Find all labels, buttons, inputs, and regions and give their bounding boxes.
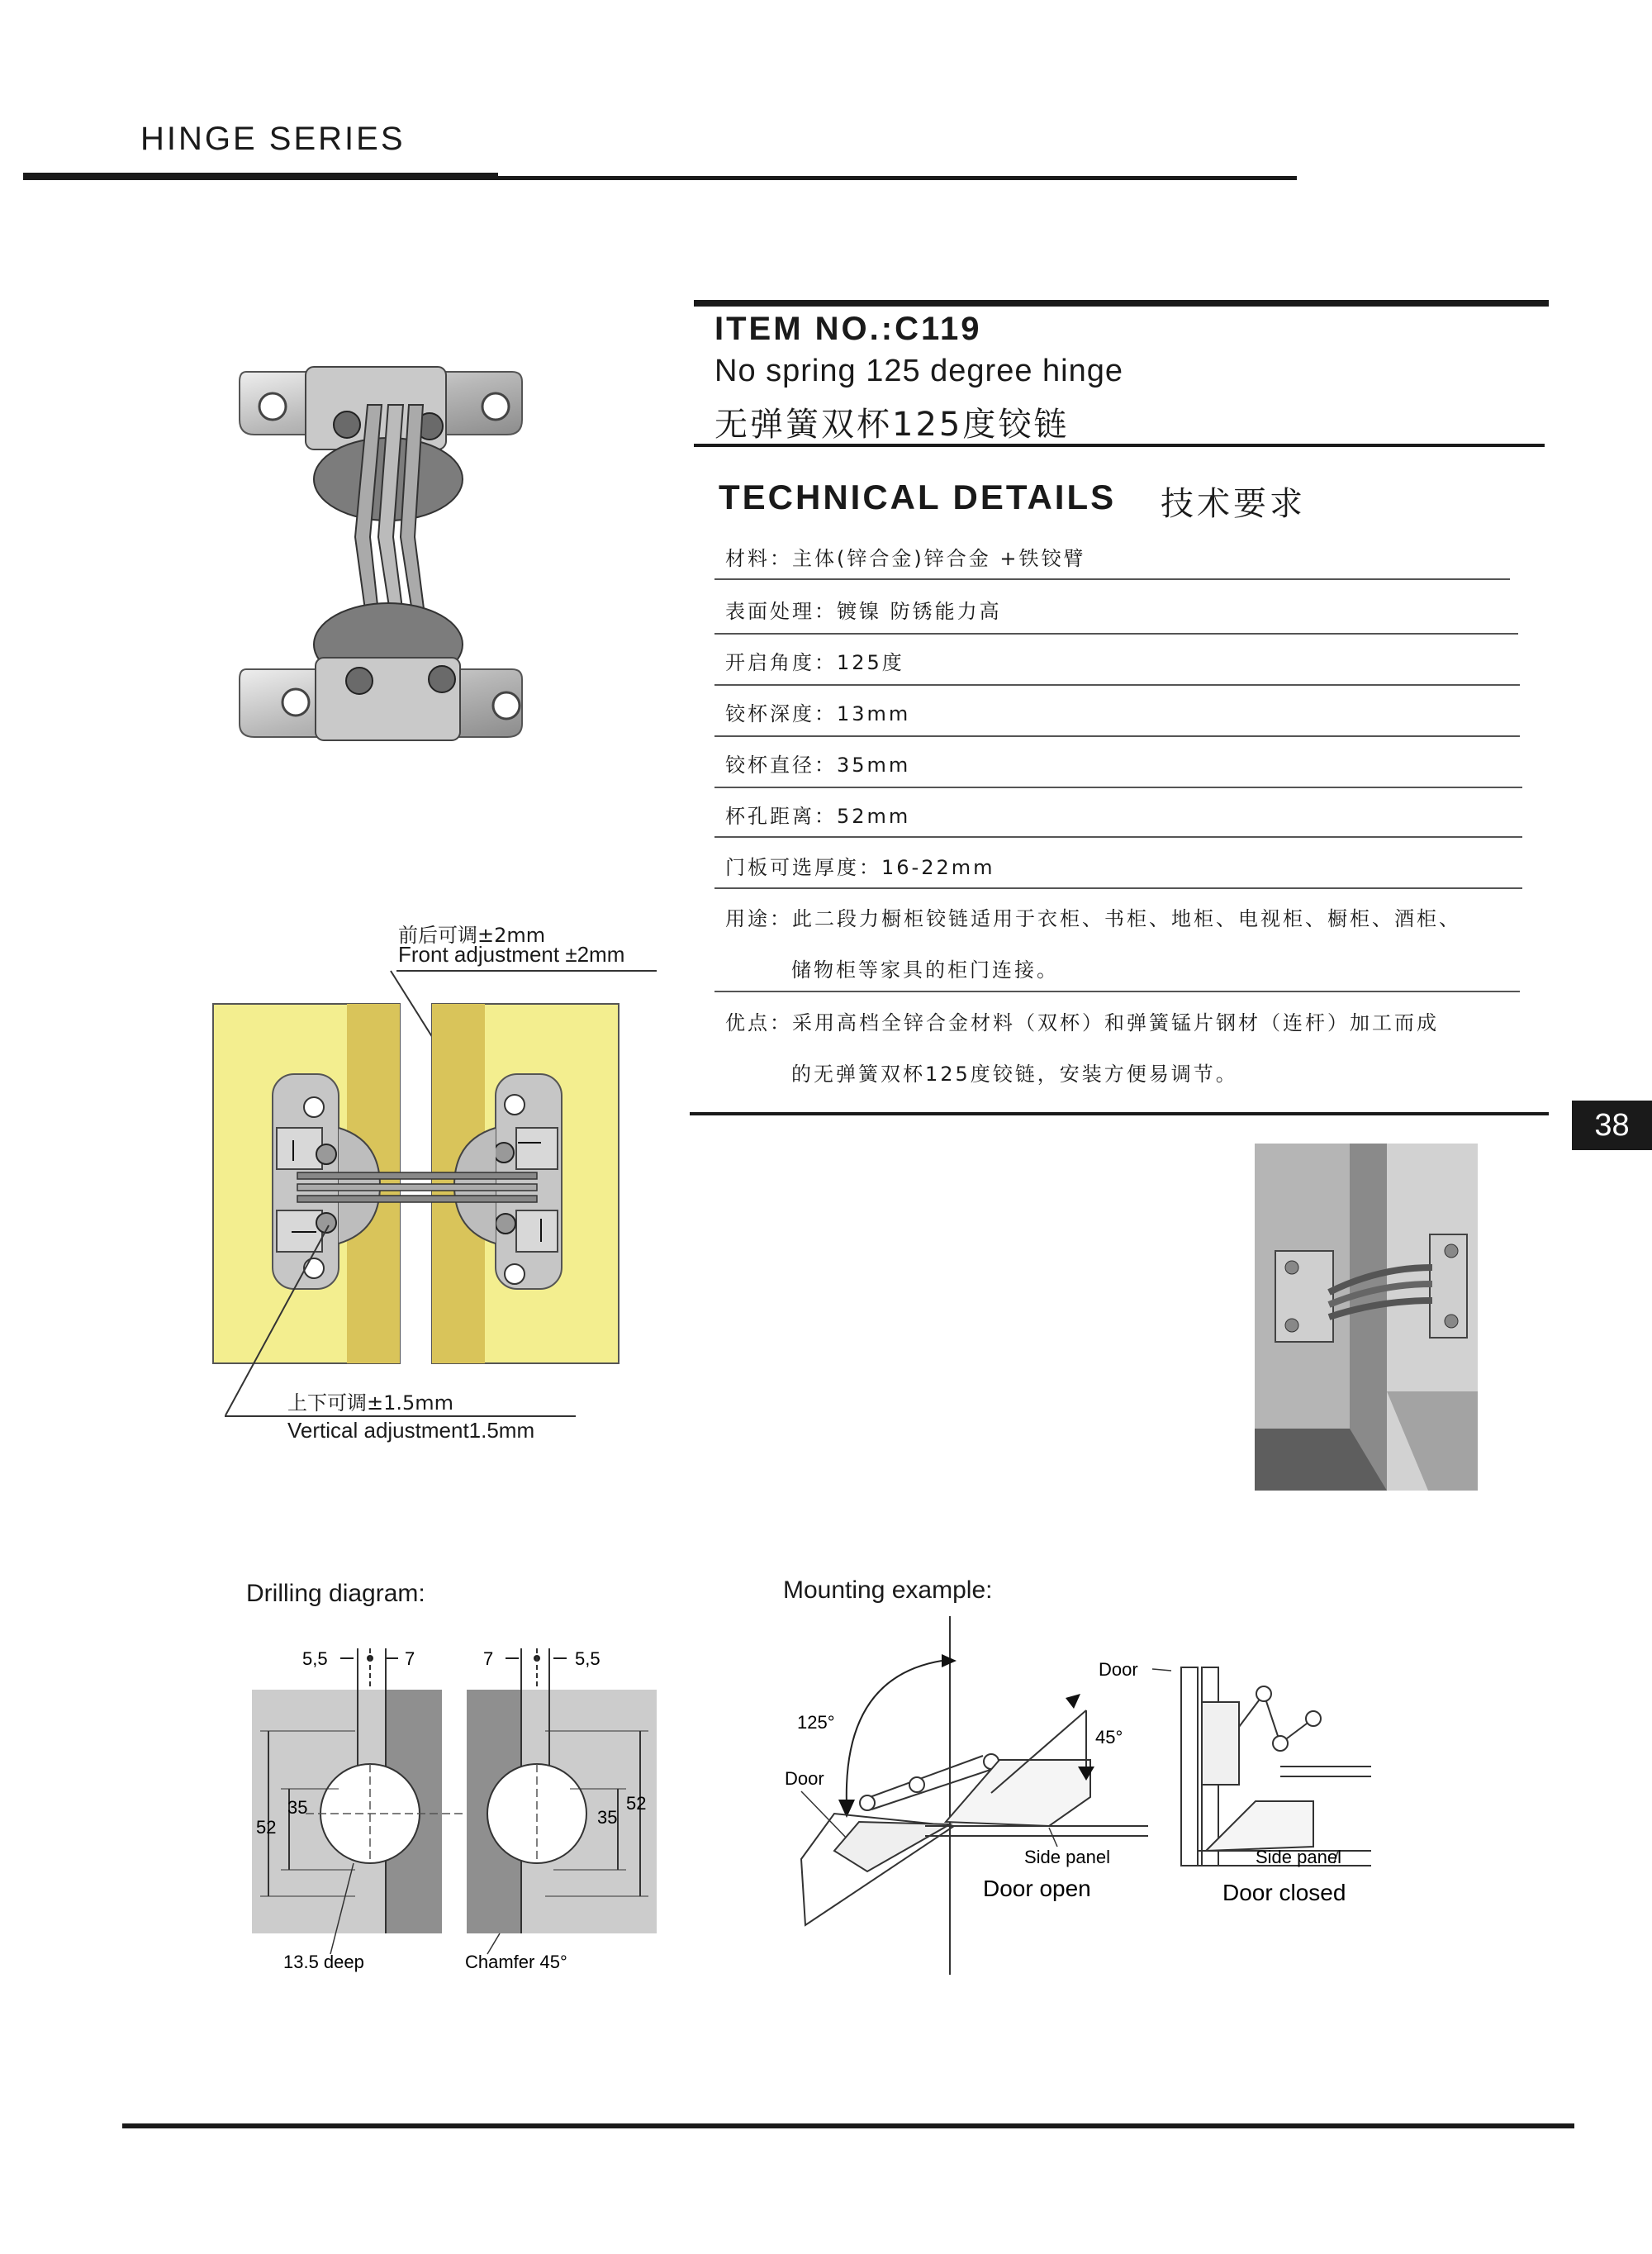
footer-rule <box>122 2123 1574 2128</box>
spec-row-finish: 表面处理：镀镍 防锈能力高 <box>725 600 1002 623</box>
spec-row-angle: 开启角度：125度 <box>725 651 904 674</box>
mounting-example-diagram <box>785 1611 1379 1983</box>
drill-dim-right-1: 7 <box>483 1648 494 1669</box>
spec-divider <box>714 633 1518 635</box>
technical-details-title: TECHNICAL DETAILS <box>719 478 1117 516</box>
mount-side-panel-1: Side panel <box>1024 1847 1110 1867</box>
spec-row-usage-cont: 储物柜等家具的柜门连接。 <box>791 958 1059 982</box>
mounting-example-title: Mounting example: <box>783 1576 993 1604</box>
item-top-rule <box>694 300 1549 307</box>
drill-chamfer-label: Chamfer 45° <box>465 1952 567 1972</box>
drill-depth-label: 13.5 deep <box>283 1952 364 1972</box>
drilling-diagram-title: Drilling diagram: <box>246 1580 425 1607</box>
mount-side-panel-2: Side panel <box>1256 1847 1341 1867</box>
drill-dim-52-left: 52 <box>256 1817 277 1838</box>
spec-divider <box>714 836 1522 838</box>
spec-row-cup-diameter: 铰杯直径：35mm <box>725 754 911 777</box>
spec-row-hole-distance: 杯孔距离：52mm <box>725 805 911 828</box>
item-name-en: No spring 125 degree hinge <box>714 354 1124 388</box>
page-number: 38 <box>1572 1101 1652 1150</box>
vertical-adjustment-zh: 上下可调±1.5mm <box>287 1391 454 1415</box>
spec-row-cup-depth: 铰杯深度：13mm <box>725 702 911 725</box>
mount-angle-125: 125° <box>797 1712 835 1733</box>
spec-bottom-rule <box>690 1112 1549 1115</box>
spec-divider <box>714 887 1522 889</box>
hinge-product-image <box>231 355 562 768</box>
spec-row-usage: 用途：此二段力橱柜铰链适用于衣柜、书柜、地柜、电视柜、橱柜、酒柜、 <box>725 907 1461 930</box>
spec-divider <box>714 991 1520 992</box>
header-rule-thick <box>23 173 498 180</box>
spec-divider <box>714 735 1520 737</box>
spec-divider <box>714 684 1520 686</box>
front-adjustment-zh: 前后可调±2mm <box>398 924 546 947</box>
spec-divider <box>714 787 1522 788</box>
mount-angle-45: 45° <box>1095 1727 1123 1748</box>
spec-row-advantage: 优点：采用高档全锌合金材料（双杯）和弹簧锰片钢材（连杆）加工而成 <box>725 1011 1439 1034</box>
vertical-adjustment-en: Vertical adjustment1.5mm <box>287 1418 535 1443</box>
drilling-diagram <box>248 1640 661 1987</box>
adjustment-diagram <box>211 963 640 1425</box>
item-bottom-rule <box>694 444 1545 447</box>
series-title: HINGE SERIES <box>140 121 406 157</box>
drill-dim-35-right: 35 <box>597 1807 618 1828</box>
drill-dim-52-right: 52 <box>626 1793 647 1814</box>
spec-row-door-thickness: 门板可选厚度：16-22mm <box>725 856 995 879</box>
mount-door-open: Door open <box>983 1876 1091 1901</box>
drill-dim-right-2: 5,5 <box>575 1648 601 1669</box>
spec-divider <box>714 578 1510 580</box>
item-name-zh: 无弹簧双杯125度铰链 <box>714 406 1070 444</box>
drill-dim-left-2: 7 <box>405 1648 415 1669</box>
technical-details-title-zh: 技术要求 <box>1161 485 1306 523</box>
spec-row-advantage-cont: 的无弹簧双杯125度铰链，安装方便易调节。 <box>791 1063 1238 1086</box>
header-rule-thin <box>496 176 1297 180</box>
front-adjustment-en: Front adjustment ±2mm <box>398 942 625 967</box>
mount-door-closed: Door closed <box>1222 1880 1346 1905</box>
item-number: ITEM NO.:C119 <box>714 311 982 347</box>
spec-row-material: 材料：主体(锌合金)锌合金 +铁铰臂 <box>725 547 1086 570</box>
drill-dim-35-left: 35 <box>287 1797 308 1818</box>
drill-dim-left-1: 5,5 <box>302 1648 328 1669</box>
vertical-adjustment-underline <box>225 1415 576 1417</box>
mount-door-label: Door <box>785 1768 824 1789</box>
installed-hinge-photo <box>1255 1144 1478 1491</box>
mount-door-label-2: Door <box>1099 1659 1138 1680</box>
